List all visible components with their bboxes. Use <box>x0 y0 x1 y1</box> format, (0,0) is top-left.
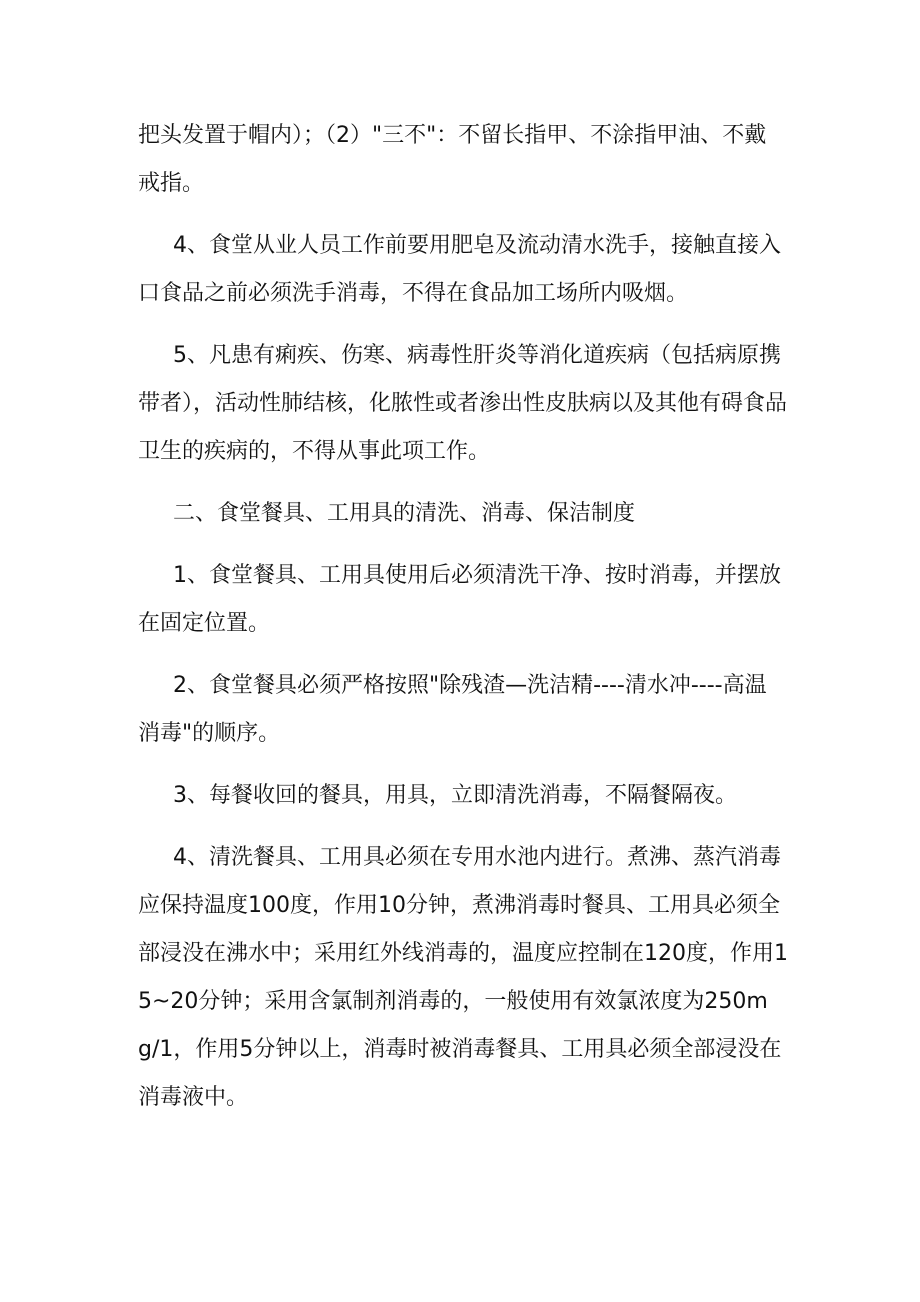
paragraph-disinfection-methods: 4、清洗餐具、工用具必须在专用水池内进行。煮沸、蒸汽消毒应保持温度100度，作用10分钟，煮沸消毒时餐具、工用具必须全部浸没在沸水中；采用红外线消毒的，温度应控制在120度，作用15~20分钟；采用含氯制剂消毒的，一般使用有效氯浓度为250mg/1，作用5分钟以上，消毒时被消毒餐具、工用具必须全部浸没在消毒液中。 <box>138 845 788 1110</box>
section-heading-tableware-cleaning: 二、食堂餐具、工用具的清洗、消毒、保洁制度 <box>173 501 636 526</box>
paragraph-immediate-cleaning: 3、每餐收回的餐具，用具，立即清洗消毒，不隔餐隔夜。 <box>173 783 737 808</box>
paragraph-tableware-clean-after-use: 1、食堂餐具、工用具使用后必须清洗干净、按时消毒，并摆放在固定位置。 <box>138 563 781 636</box>
paragraph-handwashing: 4、食堂从业人员工作前要用肥皂及流动清水洗手，接触直接入口食品之前必须洗手消毒，不得在食品加工场所内吸烟。 <box>138 233 781 306</box>
paragraph-cleaning-order: 2、食堂餐具必须严格按照"除残渣—洗洁精----清水冲----高温消毒"的顺序。 <box>138 673 767 746</box>
paragraph-hygiene-rules-continued: 把头发置于帽内）；（2）"三不"：不留长指甲、不涂指甲油、不戴戒指。 <box>138 123 767 196</box>
document-body <box>138 112 788 1136</box>
paragraph-disease-exclusion: 5、凡患有痢疾、伤寒、病毒性肝炎等消化道疾病（包括病原携带者），活动性肺结核，化脓性或者渗出性皮肤病以及其他有碍食品卫生的疾病的，不得从事此项工作。 <box>138 343 788 464</box>
